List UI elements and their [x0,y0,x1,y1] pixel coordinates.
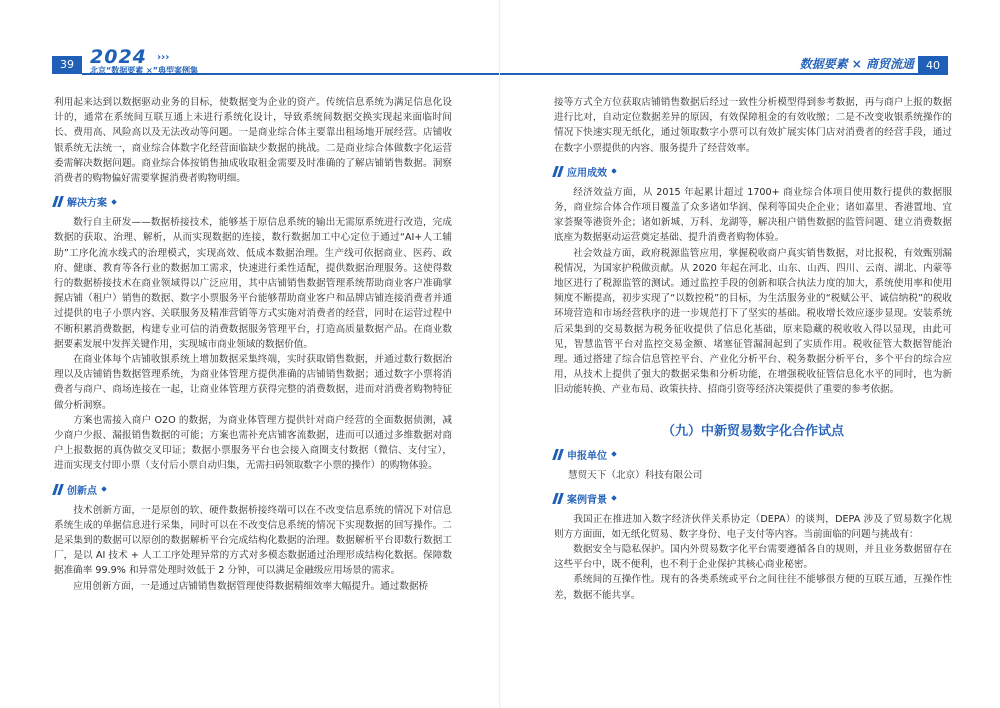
paragraph: 应用创新方面，一是通过店铺销售数据管理使得数据精细效率大幅提升。通过数据桥 [73,580,429,592]
section-marker-icon [554,493,563,504]
diamond-icon [611,495,617,501]
section-title: 创新点 [67,485,97,497]
section-title: 申报单位 [567,450,607,462]
paragraph: 我国正在推进加入数字经济伙伴关系协定（DEPA）的谈判，DEPA 涉及了贸易数字化规则方方面面，如无纸化贸易、数字身份、电子支付等内容。当前面临的问题与挑战有： [554,513,952,540]
left-text-column [54,95,452,594]
logo-year: 2024 [90,46,147,68]
diamond-icon [611,451,617,457]
section-marker-icon [554,449,563,460]
paragraph: 数行自主研发——数据桥接技术，能够基于原信息系统的输出无需原系统进行改造，完成数据的获取、治理、解析，从而实现数据的连接，数行数据加工中心定位于通过“AI+人工辅助”工序化流水线式的治理模式，实现高效、低成本数据治理。生产线可依据商业、医药、政府、健康、教育等各行业的数据加工需求，快速进行柔性适配，提供数据治理服务。这使得数行的数据桥接技术在商业领域得以广泛应用，其中店铺销售数据管理系统帮助商业客户准确掌握店铺（租户）销售的数据、数字小票服务平台能够帮助商业客户和品牌店铺连接消费者并通过提供的电子小票内容、关联服务及精准营销等方式实施对消费者的经营，同时在运营过程中不断积累消费数据，构建专业可信的消费数据服务管理平台，打造高质量数据产品。在商业数据要素发展中发挥关键作用，实现城市商业领域的数据价值。 [54,217,452,350]
right-text-column [554,95,952,603]
page-header-left [52,46,500,75]
section-title: 案例背景 [567,494,607,506]
section-title: 应用成效 [567,167,607,179]
chapter-title: （九）中新贸易数字化合作试点 [661,423,844,439]
right-page [500,0,1000,708]
diamond-icon [111,199,117,205]
paragraph: 利用起来达到以数据驱动业务的目标，使数据变为企业的资产。传统信息系统为满足信息化设计的，通常在系统间互联互通上未进行系统化设计，导致系统间数据交换实现起来面临时间长、费用高、风险高以及无法改动等问题。一是商业综合体主要靠出租场地开展经营。店铺收银系统无法统一，商业综合体数字化经营面临缺少数据的挑战。二是商业综合体做数字化运营委需解决数据问题。商业综合体按销售抽成收取租金需要及时准确的了解店铺销售数据。洞察消费者的购物偏好需要掌握消费者购物明细。 [54,97,452,185]
chapter-brand: 数据要素 × 商贸流通 [799,57,914,71]
section-heading-background [554,491,952,506]
paragraph: 经济效益方面，从 2015 年起累计超过 1700+ 商业综合体项目使用数行提供的数据服务，商业综合体合作项目覆盖了众多诸如华润、保利等国央企企业；诸如嘉里、香港置地、宜家荟聚等港资外企；诸如新城、万科、龙湖等，解决租户销售数据的监管问题、建立消费数据底座为数据驱动运营奠定基础、提升消费者购物体验。 [554,186,952,244]
section-heading-solution [54,194,452,209]
paragraph: 系统间的互操作性。现有的各类系统或平台之间往往不能够很方便的互联互通，互操作性差，数据不能共享。 [554,574,952,601]
page-number-left: 39 [52,56,82,74]
header-rule-right [500,73,918,75]
applicant-org: 慧贸天下（北京）科技有限公司 [568,469,703,481]
paragraph: 社会效益方面，政府税源监管应用，掌握税收商户真实销售数据，对比报税，有效甄别漏税情况，为国家护税做贡献。从 2020 年起在河北、山东、山西、四川、云南、湖北、内蒙等地区进行了税源监管的测试。通过监控手段的创新和联合执法力度的加大，系统使用率和使用频度不断提高，初步实现了“以数控税”的目标，为生活服务业的“税赋公平、诚信纳税”的税收环境营造和市场经营秩序的进一步规范打下了坚实的基础。税收增长效应逐步显现。安装系统后采集到的交易数据为税务征收提供了信息化基础，原来隐藏的税收收入得以显现，由此可见，智慧监管平台对监控交易金额、堵塞征管漏洞起到了实质作用。税收征管大数据智能治理。通过搭建了综合信息管控平台、产业化分析平台、税务数据分析平台，多个平台的综合应用，从技术上提供了强大的数据采集和分析功能，在增强税收征管信息化水平的同时，也为新旧动能转换、产业布局、政策扶持、招商引资等经济决策提供了重要的参考依据。 [554,247,952,396]
section-heading-innovation [54,482,452,497]
diamond-icon [611,168,617,174]
paragraph: 接等方式全方位获取店铺销售数据后经过一致性分析模型得到参考数据，再与商户上报的数据进行比对，自动定位数据差异的原因，有效保障租金的有效收缴；二是不改变收银系统操作的情况下快速实现无纸化，通过领取数字小票可以有效扩展实体门店对消费者的经营手段，通过在数字小票提供的内容、服务提升了经营效率。 [554,97,952,154]
paragraph: 在商业体每个店铺收银系统上增加数据采集终端，实时获取销售数据，并通过数行数据治理以及店铺销售数据管理系统，为商业体管理方提供准确的店铺销售数据；通过数字小票将消费者与商户、商场连接在一起，让商业体管理方获得完整的消费数据，进而对消费者购物特征做分析洞察。 [54,354,452,411]
diamond-icon [101,486,107,492]
paragraph: 数据安全与隐私保护。国内外贸易数字化平台需要遵循各自的规则，并且业务数据留存在这些平台中，既不便利，也不利于企业保护其核心商业秘密。 [554,544,952,571]
page-number-right: 40 [918,56,948,75]
section-marker-icon [54,196,63,207]
section-marker-icon [54,484,63,495]
book-subtitle: 北京“数据要素 ×”典型案例集 [90,66,199,75]
paragraph: 技术创新方面，一是原创的软、硬件数据桥接终端可以在不改变信息系统的情况下对信息系统生成的单据信息进行采集，同时可以在不改变信息系统的情况下实现数据的回写操作。二是采集到的数据可以原创的数据解析平台完成结构化数据的治理。数据解析平台即数行数据工厂，是以 AI 技术 + 人工工序处理异常的方式对多模态数据通过治理形成结构化数据。保障数据准确率 99.9% 和异常处理时效低于 2 分钟，可以满足金融级应用场景的需求。 [54,504,452,577]
logo-arrows-icon: ››› [157,52,170,63]
section-marker-icon [554,166,563,177]
section-title: 解决方案 [67,198,107,210]
section-heading-applicant [554,447,952,462]
page-header-right [500,56,948,76]
paragraph: 方案也需接入商户 O2O 的数据，为商业体管理方提供针对商户经营的全面数据侦测，减少商户少报、漏报销售数据的可能；方案也需补充店铺客流数据，进而可以通过多维数据对商户上报数据的真伪做交叉印证；数据小票服务平台也会接入商圈支付数据（微信、支付宝），进而实现支付即小票（支付后小票自动归集，无需扫码领取数字小票的操作）的购物体验。 [54,414,452,472]
section-heading-results [554,164,952,179]
